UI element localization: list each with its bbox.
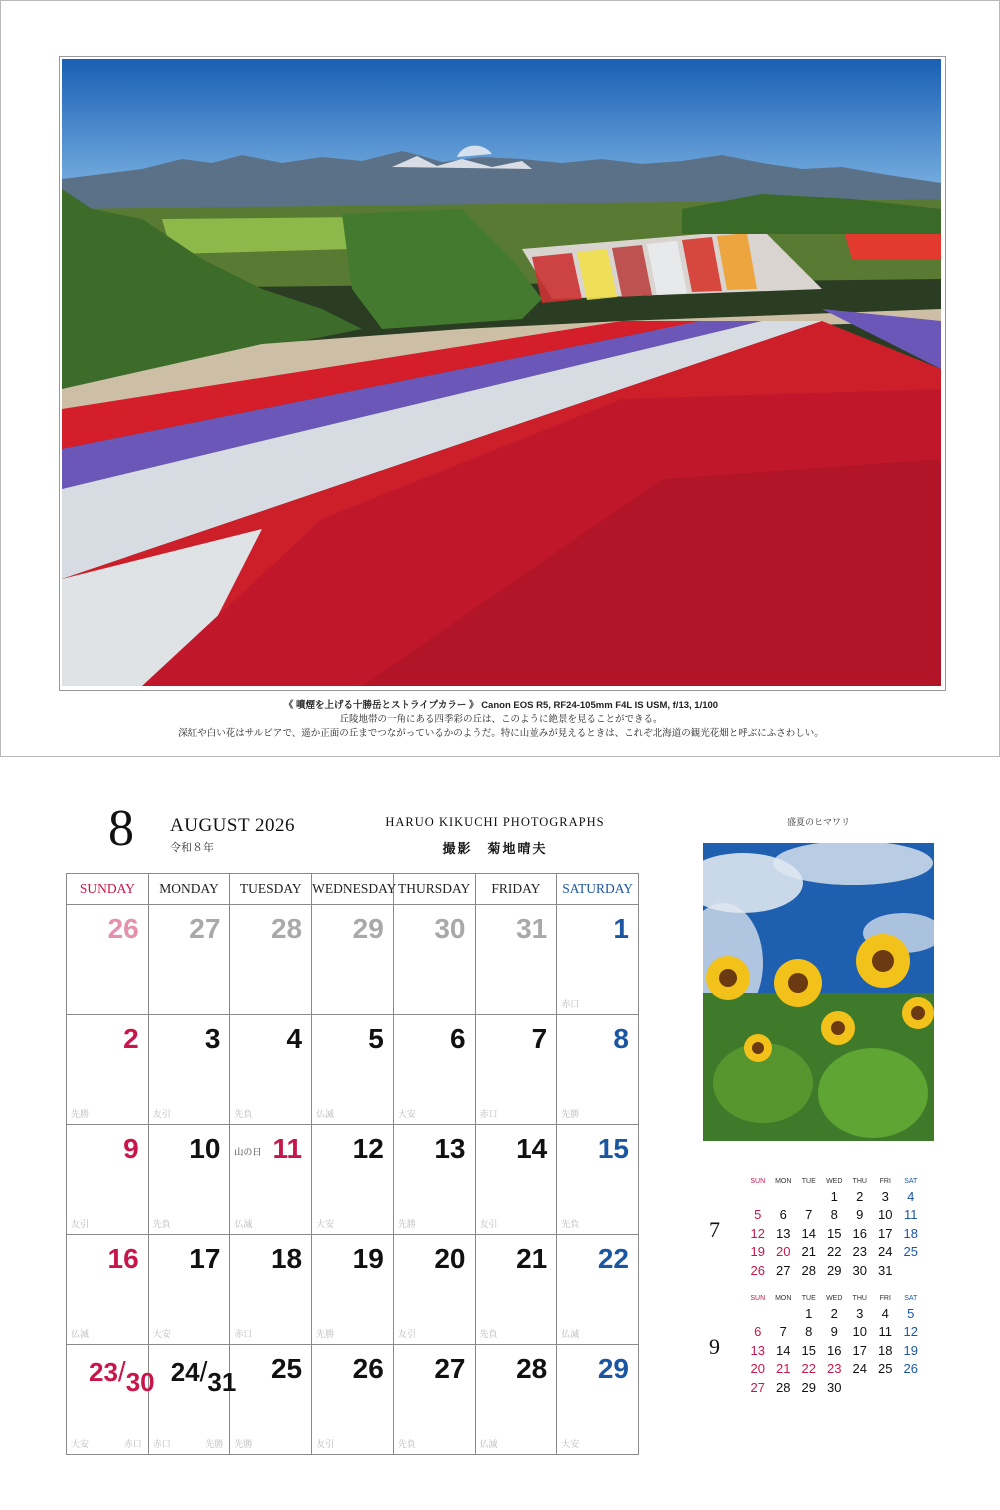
day-cell: [393, 1235, 475, 1345]
mini-day: 27: [750, 1379, 765, 1395]
day-cell: [148, 1235, 230, 1345]
mini-day: 18: [878, 1342, 893, 1358]
day-cell: [148, 1015, 230, 1125]
mini-day: 16: [827, 1342, 842, 1358]
mini-day: 10: [852, 1324, 867, 1340]
mini-day: 8: [805, 1324, 813, 1340]
mini-weekday: MON: [775, 1177, 792, 1185]
day-number: 27: [189, 913, 221, 944]
era-year: 令和８年: [170, 842, 214, 854]
day-number: 29: [597, 1353, 629, 1384]
weekday-wednesday: WEDNESDAY: [312, 874, 394, 905]
mini-day: 11: [878, 1324, 892, 1340]
photographer-credit: 撮影 菊地晴夫: [442, 841, 548, 856]
day-number: 10: [189, 1133, 221, 1164]
mini-day: 28: [801, 1262, 816, 1278]
week-row: [67, 1235, 639, 1345]
mini-day: 23: [827, 1361, 842, 1377]
rokuyo-label: 仏滅: [71, 1329, 90, 1339]
rokuyo-label: 仏滅: [561, 1329, 580, 1339]
day-cell: [230, 1125, 312, 1235]
mini-week-row: [745, 1187, 924, 1206]
day-cell: [312, 905, 394, 1015]
day-number: 30: [434, 913, 466, 944]
week-row: [67, 905, 639, 1015]
day-cell: [475, 1015, 557, 1125]
day-number: 8: [613, 1023, 629, 1054]
day-number: 5: [368, 1023, 384, 1054]
mini-day: 22: [827, 1244, 842, 1260]
weekday-thursday: THURSDAY: [393, 874, 475, 905]
mini-week-row: [745, 1341, 924, 1360]
day-number: 14: [516, 1133, 548, 1164]
day-number: 6: [449, 1023, 466, 1054]
mini-day: 24: [878, 1244, 893, 1260]
mini-weekday: WED: [826, 1294, 843, 1302]
mini-day: 28: [776, 1379, 791, 1395]
mini-day: 29: [801, 1379, 816, 1395]
mini-day: 25: [878, 1361, 893, 1377]
main-photo-frame: [59, 56, 946, 691]
rokuyo-label: 友引: [71, 1219, 90, 1229]
mini-day: 4: [907, 1188, 915, 1204]
day-number: 20: [434, 1243, 466, 1274]
mini-week-row: [745, 1224, 924, 1243]
side-photo-sunflowers: [703, 843, 934, 1141]
mini-week-row: [745, 1378, 924, 1397]
day-number: 7: [531, 1023, 548, 1054]
week-row: [67, 1345, 639, 1455]
mini-month-number: 7: [709, 1217, 720, 1242]
side-photo-title: 盛夏のヒマワリ: [786, 817, 850, 827]
day-number: 27: [434, 1353, 466, 1384]
rokuyo-label: 赤口: [561, 999, 580, 1009]
day-number: 29: [352, 913, 384, 944]
mini-day: 12: [750, 1225, 765, 1241]
mini-day: 31: [878, 1262, 893, 1278]
mini-day: 7: [779, 1324, 787, 1340]
day-cell: [67, 1125, 149, 1235]
mini-day: [898, 1261, 924, 1280]
mini-weekday: THU: [852, 1294, 867, 1302]
week-row: [67, 1015, 639, 1125]
day-number: 26: [352, 1353, 384, 1384]
brand-title: HARUO KIKUCHI PHOTOGRAPHS: [385, 815, 605, 829]
day-cell: [475, 905, 557, 1015]
mini-day: 1: [830, 1188, 838, 1204]
rokuyo-label: 友引: [316, 1439, 335, 1449]
rokuyo-label: 先負: [152, 1219, 171, 1229]
day-cell: [312, 1015, 394, 1125]
mini-week-row: [745, 1323, 924, 1342]
main-photo-flower-fields: [62, 59, 941, 686]
day-cell: [557, 905, 639, 1015]
day-number: 28: [516, 1353, 548, 1384]
weekday-header-row: [67, 874, 639, 905]
rokuyo-label: 友引: [152, 1109, 171, 1119]
rokuyo-label: 先負: [397, 1439, 416, 1449]
day-cell: [230, 1235, 312, 1345]
mini-day: 14: [801, 1225, 816, 1241]
mini-day: 3: [881, 1188, 889, 1204]
day-separator: /: [199, 1356, 208, 1387]
mini-weekday: SUN: [750, 1177, 766, 1185]
weekday-friday: FRIDAY: [475, 874, 557, 905]
day-number: 3: [204, 1023, 221, 1054]
rokuyo-label: 赤口: [479, 1109, 498, 1119]
mini-weekday: FRI: [879, 1177, 891, 1185]
day-number: 13: [434, 1133, 466, 1164]
day-number: 4: [286, 1023, 303, 1054]
photo-description-line-2: 深紅や白い花はサルビアで、遥か正面の丘までつながっているかのようだ。特に山並みが見えるときは、これぞ北海道の観光花畑と呼ぶにふさわしい。: [178, 728, 824, 739]
mini-weekday: THU: [852, 1177, 867, 1185]
day-cell: [557, 1235, 639, 1345]
weekday-monday: MONDAY: [148, 874, 230, 905]
day-number: 1: [613, 913, 629, 944]
mini-day: 9: [856, 1207, 864, 1223]
day-number: 15: [597, 1133, 629, 1164]
week-row: [67, 1125, 639, 1235]
day-cell: [230, 1015, 312, 1125]
mini-weekday: SUN: [750, 1294, 766, 1302]
day-cell: [475, 1125, 557, 1235]
day-number: 17: [189, 1243, 221, 1274]
mini-day: 4: [881, 1305, 889, 1321]
rokuyo-label-overflow: 赤口: [123, 1439, 142, 1449]
rokuyo-label: 仏滅: [316, 1109, 335, 1119]
day-number-overflow: 30: [125, 1367, 155, 1397]
mini-day: 14: [776, 1342, 791, 1358]
rokuyo-label-overflow: 先勝: [205, 1439, 224, 1449]
mini-day: 9: [830, 1324, 838, 1340]
rokuyo-label: 先負: [561, 1219, 580, 1229]
day-cell: [230, 905, 312, 1015]
mini-day: 10: [878, 1207, 893, 1223]
mini-day: 20: [750, 1361, 765, 1377]
mini-day: 20: [776, 1244, 791, 1260]
day-cell: [148, 1125, 230, 1235]
holiday-label: 山の日: [234, 1147, 262, 1157]
day-number: 9: [123, 1133, 139, 1164]
mini-day: 18: [903, 1225, 918, 1241]
day-number-combined: [89, 1356, 155, 1397]
rokuyo-label: 大安: [397, 1109, 416, 1119]
mini-day: 5: [907, 1305, 915, 1321]
day-cell: [393, 1345, 475, 1455]
mini-day: 8: [830, 1207, 838, 1223]
day-cell: [312, 1125, 394, 1235]
mini-day: [898, 1378, 924, 1397]
mini-day: 22: [801, 1361, 816, 1377]
mini-day: [771, 1304, 797, 1323]
mini-day: 6: [754, 1324, 762, 1340]
rokuyo-label: 大安: [316, 1219, 335, 1229]
mini-day: 21: [801, 1244, 816, 1260]
weekday-tuesday: TUESDAY: [230, 874, 312, 905]
day-number: 11: [272, 1133, 303, 1164]
day-number: 21: [516, 1243, 548, 1274]
mini-day: 11: [904, 1207, 918, 1223]
rokuyo-label: 赤口: [234, 1329, 253, 1339]
mini-day: 13: [776, 1225, 791, 1241]
mini-day: 6: [779, 1207, 787, 1223]
mini-weekday: TUE: [801, 1294, 816, 1302]
mini-day: 29: [827, 1262, 842, 1278]
rokuyo-label: 先負: [234, 1109, 253, 1119]
day-cell: [475, 1235, 557, 1345]
camera-info: Canon EOS R5, RF24-105mm F4L IS USM, f/13, 1/100: [481, 700, 719, 711]
day-cell: [67, 905, 149, 1015]
mini-day: 30: [852, 1262, 867, 1278]
day-cell: [148, 905, 230, 1015]
mini-day: [745, 1304, 771, 1323]
mini-week-row: [745, 1206, 924, 1225]
day-number: 31: [516, 913, 548, 944]
day-cell: [475, 1345, 557, 1455]
rokuyo-label: 先勝: [234, 1439, 253, 1449]
day-cell: [148, 1345, 237, 1455]
rokuyo-label: 先勝: [71, 1109, 90, 1119]
mini-day: 2: [856, 1188, 864, 1204]
mini-day: 17: [852, 1342, 867, 1358]
day-number: 2: [123, 1023, 139, 1054]
rokuyo-label: 赤口: [152, 1439, 171, 1449]
mini-day: 19: [750, 1244, 765, 1260]
rokuyo-label: 大安: [71, 1439, 90, 1449]
mini-day: [745, 1187, 771, 1206]
mini-day: 19: [903, 1342, 918, 1358]
day-number: 26: [107, 913, 139, 944]
rokuyo-label: 先負: [479, 1329, 498, 1339]
day-cell: [393, 1125, 475, 1235]
rokuyo-label: 友引: [479, 1219, 498, 1229]
mini-day: 27: [776, 1262, 791, 1278]
month-calendar-grid: [66, 873, 639, 1455]
photo-title: 《 噴煙を上げる十勝岳とストライプカラー 》: [283, 700, 479, 711]
day-number: 23: [89, 1357, 118, 1387]
day-cell: [312, 1345, 394, 1455]
mini-weekday: WED: [826, 1177, 843, 1185]
mini-weekday: MON: [775, 1294, 792, 1302]
mini-weekday-row: [745, 1292, 924, 1304]
mini-day: 7: [805, 1207, 813, 1223]
mini-calendar-september: [709, 1292, 924, 1397]
mini-day: 25: [903, 1244, 918, 1260]
day-cell: [557, 1125, 639, 1235]
mini-week-row: [745, 1243, 924, 1262]
mini-day: 5: [754, 1207, 762, 1223]
rokuyo-label: 大安: [561, 1439, 580, 1449]
mini-week-row: [745, 1304, 924, 1323]
day-cell: [67, 1235, 149, 1345]
mini-day: [873, 1378, 899, 1397]
rokuyo-label: 仏滅: [479, 1439, 498, 1449]
mini-day: 13: [750, 1342, 765, 1358]
mini-day: 15: [827, 1225, 842, 1241]
day-number: 12: [352, 1133, 384, 1164]
day-number: 16: [107, 1243, 139, 1274]
day-cell: [557, 1345, 639, 1455]
mini-weekday: TUE: [801, 1177, 816, 1185]
rokuyo-label: 先勝: [397, 1219, 416, 1229]
mini-day: 3: [856, 1305, 864, 1321]
mini-weekday: SAT: [904, 1294, 918, 1302]
photo-description-line-1: 丘陵地帯の一角にある四季彩の丘は、このように絶景を見ることができる。: [339, 714, 663, 725]
rokuyo-label: 先勝: [561, 1109, 580, 1119]
mini-day: [847, 1378, 873, 1397]
rokuyo-label: 仏滅: [234, 1219, 253, 1229]
day-cell: [67, 1345, 155, 1455]
day-number: 22: [597, 1243, 629, 1274]
mini-day: 2: [830, 1305, 838, 1321]
day-number: 24: [170, 1357, 200, 1387]
day-number-combined: [170, 1356, 237, 1397]
mini-day: 23: [852, 1244, 867, 1260]
mini-day: 17: [878, 1225, 893, 1241]
mini-day: 15: [801, 1342, 816, 1358]
day-cell: [312, 1235, 394, 1345]
mini-calendar-july: [709, 1175, 924, 1280]
rokuyo-label: 友引: [397, 1329, 416, 1339]
day-number: 28: [270, 913, 303, 944]
month-number: 8: [108, 800, 134, 857]
mini-day: 12: [903, 1324, 918, 1340]
mini-day: 30: [827, 1379, 842, 1395]
day-cell: [557, 1015, 639, 1125]
photo-caption: [1, 699, 1000, 741]
mini-day: 21: [776, 1361, 791, 1377]
day-cell: [393, 1015, 475, 1125]
day-number: 18: [270, 1243, 303, 1274]
day-separator: /: [117, 1356, 126, 1387]
rokuyo-label: 大安: [152, 1329, 171, 1339]
mini-week-row: [745, 1261, 924, 1280]
mini-weekday: FRI: [879, 1294, 891, 1302]
mini-day: [796, 1187, 822, 1206]
day-number: 25: [270, 1353, 303, 1384]
month-name: AUGUST 2026: [170, 815, 295, 836]
day-number-overflow: 31: [207, 1367, 237, 1397]
mini-weekday: SAT: [904, 1177, 918, 1185]
mini-day: 16: [852, 1225, 867, 1241]
weekday-sunday: SUNDAY: [67, 874, 149, 905]
mini-day: 26: [903, 1361, 918, 1377]
day-number: 19: [352, 1243, 384, 1274]
mini-weekday-row: [745, 1175, 924, 1187]
day-cell: [67, 1015, 149, 1125]
mini-day: 26: [750, 1262, 765, 1278]
mini-day: 24: [852, 1361, 867, 1377]
mini-month-number: 9: [709, 1334, 720, 1359]
rokuyo-label: 先勝: [316, 1329, 335, 1339]
mini-day: [771, 1187, 797, 1206]
weekday-saturday: SATURDAY: [557, 874, 639, 905]
day-cell: [230, 1345, 312, 1455]
mini-day: 1: [805, 1305, 813, 1321]
day-cell: [393, 905, 475, 1015]
mini-week-row: [745, 1360, 924, 1379]
